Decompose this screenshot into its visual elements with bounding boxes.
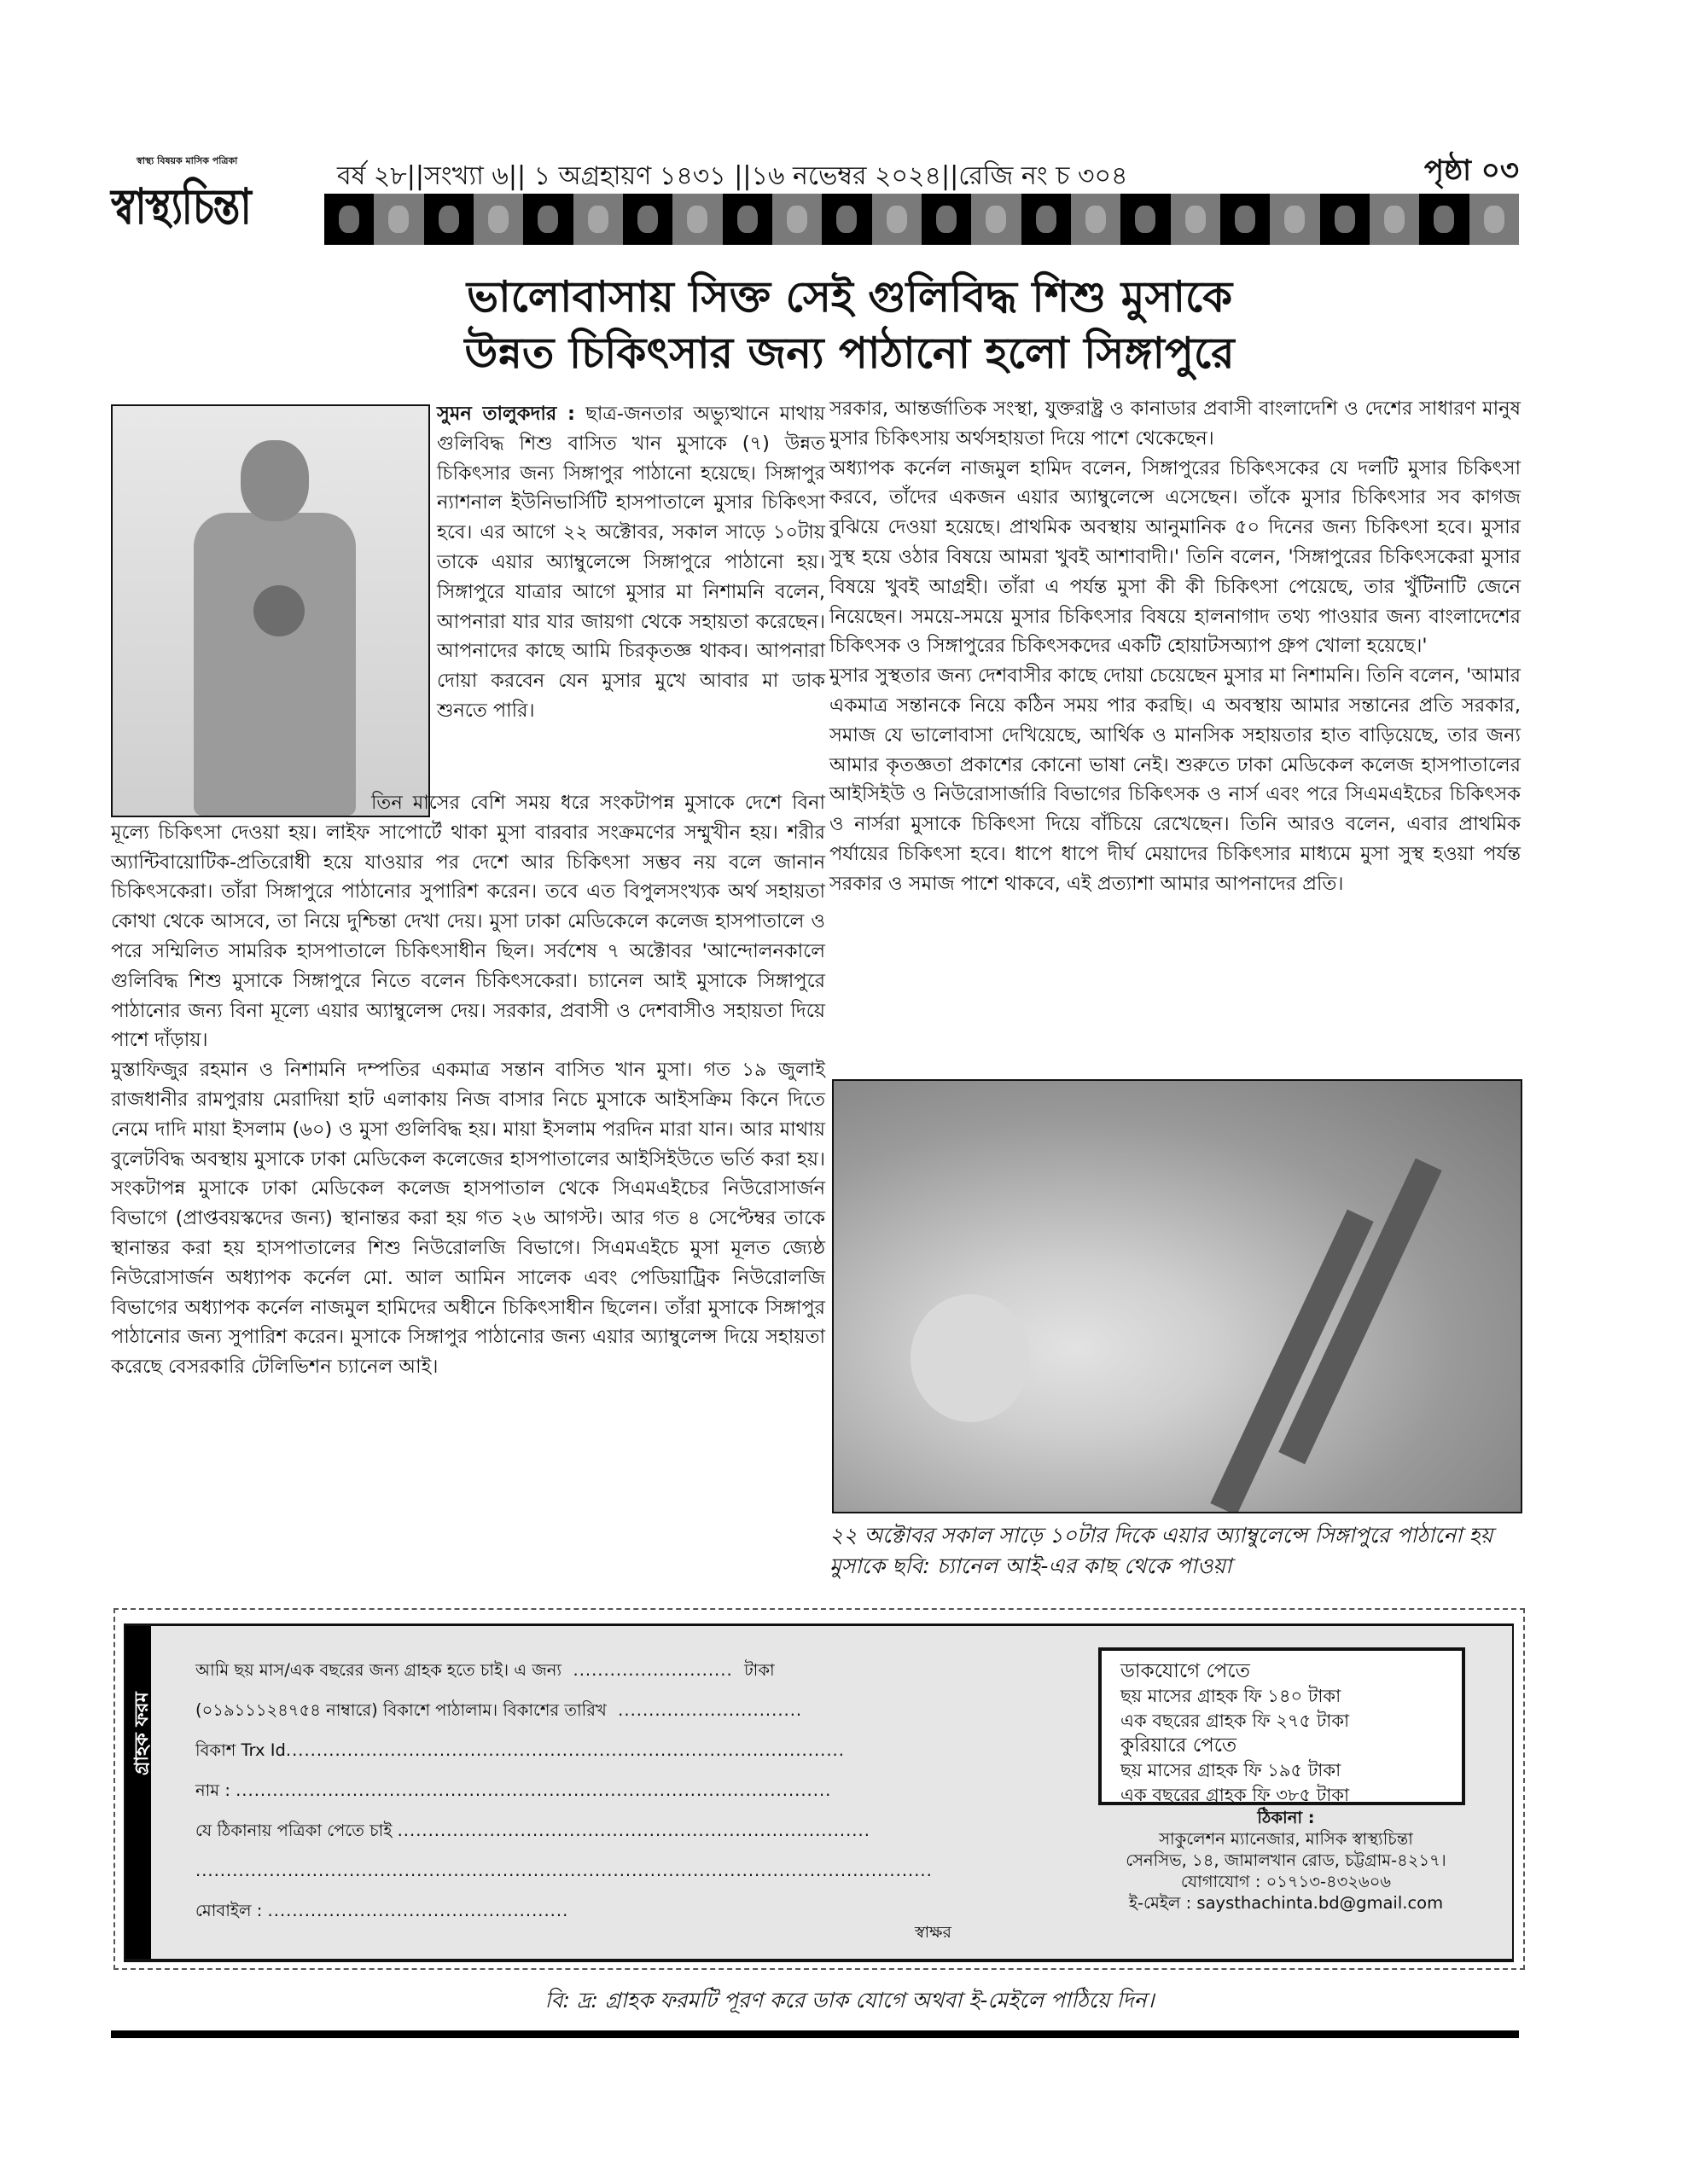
photo-patient-cap [911,1294,1030,1422]
band-dot-icon [687,206,707,233]
band-dot-icon [936,206,957,233]
headline-line-1: ভালোবাসায় সিক্ত সেই গুলিবিদ্ধ শিশু মুসাকে [466,272,1233,322]
band-cell [424,194,474,245]
band-dot-icon [1484,206,1504,233]
band-dot-icon [588,206,608,233]
band-cell [1220,194,1270,245]
band-cell [324,194,374,245]
band-dot-icon [986,206,1006,233]
address-line-2: সেনসিভ, ১৪, জামালখান রোড, চট্টগ্রাম-৪২১৭। [1126,1850,1446,1870]
signature-label: স্বাক্ষর [915,1923,951,1942]
page-number: পৃষ্ঠা ০৩ [1423,154,1519,188]
paragraph-6: মুসার সুস্থতার জন্য দেশবাসীর কাছে দোয়া চেয়েছেন মুসার মা নিশামনি। তিনি বলেন, 'আমার একমাত্র সন্তানকে নিয়ে কঠিন সময় পার করছি। এ অবস্থায় আমার সন্তানের প্রতি সরকার, সমাজ যে ভালোবাসা দেখিয়েছে, আর্থিক ও মানসিক সহায়তার হাত বাড়িয়েছে, তার জন্য আমার কৃতজ্ঞতা প্রকাশের কোনো ভাষা নেই। শুরুতে ঢাকা মেডিকেল কলেজ হাসপাতালের আইসিইউ ও নিউরোসার্জারি বিভাগের চিকিৎসক ও নার্স এবং পরে সিএমএইচের চিকিৎসক ও নার্সরা মুসাকে চিকিৎসা দিয়ে বাঁচিয়ে রেখেছেন। তিনি আরও বলেন, এবার প্রাথমিক পর্যায়ের চিকিৎসা হবে। ধাপে ধাপে দীর্ঘ মেয়াদের চিকিৎসার মাধ্যমে মুসা সুস্থ হওয়া পর্যন্ত সরকার ও সমাজ পাশে থাকবে, এই প্রত্যাশা আমার আপনাদের প্রতি। [829,665,1521,895]
courier-one-year-fee: এক বছরের গ্রাহক ফি ৩৮৫ টাকা [1120,1785,1350,1805]
band-cell [573,194,623,245]
band-dot-icon [339,206,359,233]
band-cell [474,194,523,245]
address-field[interactable]: ............................................................................. [397,1821,870,1840]
paragraph-3: মুস্তাফিজুর রহমান ও নিশামনি দম্পতির একমাত্র সন্তান বাসিত খান মুসা। গত ১৯ জুলাই রাজধানীর রামপুরায় মেরাদিয়া হাট এলাকায় নিজ বাসার নিচে মুসাকে আইসক্রিম কিনে দিতে নেমে দাদি মায়া ইসলাম (৬০) ও মুসা গুলিবিদ্ধ হয়। মায়া ইসলাম পরদিন মারা যান। আর মাথায় বুলেটবিদ্ধ অবস্থায় মুসাকে ঢাকা মেডিকেল কলেজের হাসপাতালের আইসিইউতে ভর্তি করা হয়। সংকটাপন্ন মুসাকে ঢাকা মেডিকেল কলেজ হাসপাতাল থেকে সিএমএইচের নিউরোসার্জন বিভাগে (প্রাপ্তবয়স্কদের জন্য) স্থানান্তর করা হয় গত ২৬ আগস্ট। আর গত ৪ সেপ্টেম্বর তাকে স্থানান্তর করা হয় হাসপাতালের শিশু নিউরোলজি বিভাগে। সিএমএইচে মুসা মূলত জ্যেষ্ঠ নিউরোসার্জন অধ্যাপক কর্নেল মো. আল আমিন সালেক এবং পেডিয়াট্রিক নিউরোলজি বিভাগের অধ্যাপক কর্নেল নাজমুল হামিদের অধীনে চিকিৎসাধীন ছিলেন। তাঁরা মুসাকে সিঙ্গাপুর পাঠানোর জন্য সুপারিশ করেন। মুসাকে সিঙ্গাপুর পাঠানোর জন্য এয়ার অ্যাম্বুলেন্স দিয়ে সহায়তা করেছে বেসরকারি টেলিভিশন চ্যানেল আই। [111,1059,825,1379]
child-portrait-photo [111,404,430,817]
band-dot-icon [887,206,907,233]
band-dot-icon [1284,206,1305,233]
author-byline: সুমন তালুকদার : [437,403,576,425]
band-dot-icon [1434,206,1454,233]
logo-tagline: স্বাস্থ্য বিষয়ক মাসিক পত্রিকা [137,155,238,166]
post-one-year-fee: এক বছরের গ্রাহক ফি ২৭৫ টাকা [1120,1711,1350,1731]
paragraph-4: সরকার, আন্তর্জাতিক সংস্থা, যুক্তরাষ্ট্র ও কানাডার প্রবাসী বাংলাদেশি ও দেশের সাধারণ মানুষ মুসার চিকিৎসায় অর্থসহায়তা দিয়ে পাশে থেকেছেন। [829,398,1521,450]
publication-logo [111,154,316,247]
form-row-amount [195,1650,1049,1690]
band-cell [623,194,672,245]
band-dot-icon [1235,206,1255,233]
band-cell [1171,194,1220,245]
band-cell [971,194,1021,245]
masthead [111,145,1519,247]
mobile-field[interactable]: ................................................. [267,1901,569,1920]
article-intro [437,399,825,726]
amount-suffix: টাকা [744,1660,775,1680]
paragraph-5: অধ্যাপক কর্নেল নাজমুল হামিদ বলেন, সিঙ্গাপুরের চিকিৎসকের যে দলটি মুসার চিকিৎসা করবে, তাঁদের একজন এয়ার অ্যাম্বুলেন্সে এসেছেন। তাঁকে মুসার চিকিৎসার সব কাগজ বুঝিয়ে দেওয়া হয়েছে। প্রাথমিক অবস্থায় আনুমানিক ৫০ দিনের জন্য চিকিৎসা হবে। মুসার সুস্থ হয়ে ওঠার বিষয়ে আমরা খুবই আশাবাদী।' তিনি বলেন, 'সিঙ্গাপুরের চিকিৎসকেরা মুসার বিষয়ে খুবই আগ্রহী। তাঁরা এ পর্যন্ত মুসা কী কী চিকিৎসা পেয়েছে, তার খুঁটিনাটি জেনে নিয়েছেন। সময়ে-সময়ে মুসার চিকিৎসার বিষয়ে হালনাগাদ তথ্য পাওয়ার জন্য বাংলাদেশের চিকিৎসক ও সিঙ্গাপুরের চিকিৎসকদের একটি হোয়াটসঅ্যাপ গ্রুপ খোলা হয়েছে।' [829,456,1521,658]
band-cell [922,194,971,245]
band-cell [1419,194,1469,245]
decorative-band [324,194,1519,245]
trx-id-field[interactable]: ........................................................................................... [285,1740,845,1760]
form-row-address [195,1810,1049,1850]
band-dot-icon [1384,206,1405,233]
logo-name: স্বাস্থ্যচিন্তা [111,177,251,235]
band-dot-icon [439,206,459,233]
post-heading: ডাকযোগে পেতে [1120,1660,1250,1682]
form-row-trx [195,1730,1049,1770]
bkash-label: (০১৯১১১২৪৭৫৪ নাম্বারে) বিকাশে পাঠালাম। বিকাশের তারিখ [195,1700,607,1720]
address-field-2[interactable]: ........................................................................................................................ [195,1861,933,1880]
photo-figure-head [241,440,309,521]
post-six-month-fee: ছয় মাসের গ্রাহক ফি ১৪০ টাকা [1120,1686,1341,1706]
band-dot-icon [836,206,857,233]
contact-email: ই-মেইল : saysthachinta.bd@gmail.com [1128,1893,1444,1913]
subscription-form-cutout [113,1608,1525,1970]
fee-box [1098,1647,1465,1805]
air-ambulance-photo [832,1079,1522,1513]
courier-six-month-fee: ছয় মাসের গ্রাহক ফি ১৯৫ টাকা [1120,1760,1341,1780]
address-heading: ঠিকানা : [1257,1808,1315,1827]
band-dot-icon [388,206,409,233]
subscription-form [124,1623,1514,1962]
headline-line-2: উন্নত চিকিৎসার জন্য পাঠানো হলো সিঙ্গাপুরে [464,328,1235,378]
band-cell [1120,194,1170,245]
article-headline [0,269,1699,381]
trx-label: বিকাশ Trx Id [195,1740,286,1760]
photo-shirt-motif [253,585,305,636]
band-cell [872,194,922,245]
band-cell [772,194,822,245]
band-cell [1370,194,1419,245]
paragraph-2: তিন মাসের বেশি সময় ধরে সংকটাপন্ন মুসাকে দেশে বিনা মূল্যে চিকিৎসা দেওয়া হয়। লাইফ সাপোর্টে থাকা মুসা বারবার সংক্রমণের সম্মুখীন হয়। শরীর অ্যান্টিবায়োটিক-প্রতিরোধী হয়ে যাওয়ার পর দেশে আর চিকিৎসা সম্ভব নয় বলে জানান চিকিৎসকেরা। তাঁরা সিঙ্গাপুরে পাঠানোর সুপারিশ করেন। তবে এত বিপুলসংখ্যক অর্থ সহায়তা কোথা থেকে আসবে, তা নিয়ে দুশ্চিন্তা দেখা দেয়। মুসা ঢাকা মেডিকেলে কলেজ হাসপাতালে ও পরে সম্মিলিত সামরিক হাসপাতালে চিকিৎসাধীন ছিল। সর্বশেষ ৭ অক্টোবর 'আন্দোলনকালে গুলিবিদ্ধ শিশু মুসাকে সিঙ্গাপুরে নিতে বলেন চিকিৎসকেরা। চ্যানেল আই মুসাকে সিঙ্গাপুরে পাঠানোর জন্য বিনা মূল্যে এয়ার অ্যাম্বুলেন্স দেয়। সরকার, প্রবাসী ও দেশবাসীও সহায়তা দিয়ে পাশে দাঁড়ায়। [111,792,825,1052]
courier-heading: কুরিয়ারে পেতে [1120,1734,1237,1757]
amount-label: আমি ছয় মাস/এক বছরের জন্য গ্রাহক হতে চাই। এ জন্য [195,1660,562,1680]
bottom-rule [111,2030,1519,2038]
contact-phone: যোগাযোগ : ০১৭১৩-৪৩২৬০৬ [1180,1872,1392,1891]
mobile-label: মোবাইল : [195,1901,263,1920]
band-cell [672,194,722,245]
form-title: গ্রাহক ফরম [131,1692,153,1775]
photo-caption: ২২ অক্টোবর সকাল সাড়ে ১০টার দিকে এয়ার অ্যাম্বুলেন্সে সিঙ্গাপুরে পাঠানো হয় মুসাকে ছবি: চ্যানেল আই-এর কাছ থেকে পাওয়া [829,1523,1493,1578]
article-left-column [111,788,825,1382]
band-cell [1021,194,1071,245]
band-dot-icon [488,206,509,233]
form-row-name [195,1770,1049,1810]
form-fields [195,1650,1049,1931]
form-row-bkash-date [195,1690,1049,1730]
address-label: যে ঠিকানায় পত্রিকা পেতে চাই [195,1821,393,1840]
amount-field[interactable]: .......................... [567,1660,739,1680]
bkash-date-field[interactable]: .............................. [611,1700,803,1720]
name-label: নাম : [195,1780,230,1800]
form-side-bar [125,1626,151,1959]
band-dot-icon [538,206,558,233]
paragraph-intro: ছাত্র-জনতার অভ্যুত্থানে মাথায় গুলিবিদ্ধ শিশু বাসিত খান মুসাকে (৭) উন্নত চিকিৎসার জন্য সিঙ্গাপুর পাঠানো হয়েছে। সিঙ্গাপুর ন্যাশনাল ইউনিভার্সিটি হাসপাতালে মুসার চিকিৎসা হবে। এর আগে ২২ অক্টোবর, সকাল সাড়ে ১০টায় তাকে এয়ার অ্যাম্বুলেন্সে সিঙ্গাপুরে পাঠানো হয়। সিঙ্গাপুরে যাত্রার আগে মুসার মা নিশামনি বলেন, আপনারা যার যার জায়গা থেকে সহায়তা করেছেন। আপনাদের কাছে আমি চিরকৃতজ্ঞ থাকব। আপনারা দোয়া করবেন যেন মুসার মুখে আবার মা ডাক শুনতে পারি। [437,403,825,722]
band-cell [523,194,573,245]
band-dot-icon [737,206,758,233]
band-cell [822,194,871,245]
band-dot-icon [1036,206,1056,233]
band-cell [1071,194,1120,245]
band-cell [1270,194,1319,245]
band-dot-icon [1135,206,1155,233]
band-dot-icon [1085,206,1106,233]
band-cell [1320,194,1370,245]
band-dot-icon [1185,206,1206,233]
address-line-1: সাকুলেশন ম্যানেজার, মাসিক স্বাস্থ্যচিন্তা [1159,1829,1413,1849]
band-dot-icon [637,206,658,233]
name-field[interactable]: ................................................................................................. [236,1780,832,1800]
photo-figure-body [194,513,356,816]
band-dot-icon [1335,206,1355,233]
footer-note: বি: দ্র: গ্রাহক ফরমটি পূরণ করে ডাক যোগে অথবা ই-মেইলে পাঠিয়ে দিন। [544,1988,1155,2013]
band-dot-icon [787,206,807,233]
article-right-column [829,394,1521,899]
issue-info: বর্ষ ২৮||সংখ্যা ৬|| ১ অগ্রহায়ণ ১৪৩১ ||১৬ নভেম্বর ২০২৪||রেজি নং চ ৩০৪ [337,161,1128,191]
band-cell [1469,194,1519,245]
band-cell [374,194,423,245]
form-row-address-2 [195,1850,1049,1891]
band-cell [723,194,772,245]
contact-address [1073,1807,1499,1914]
